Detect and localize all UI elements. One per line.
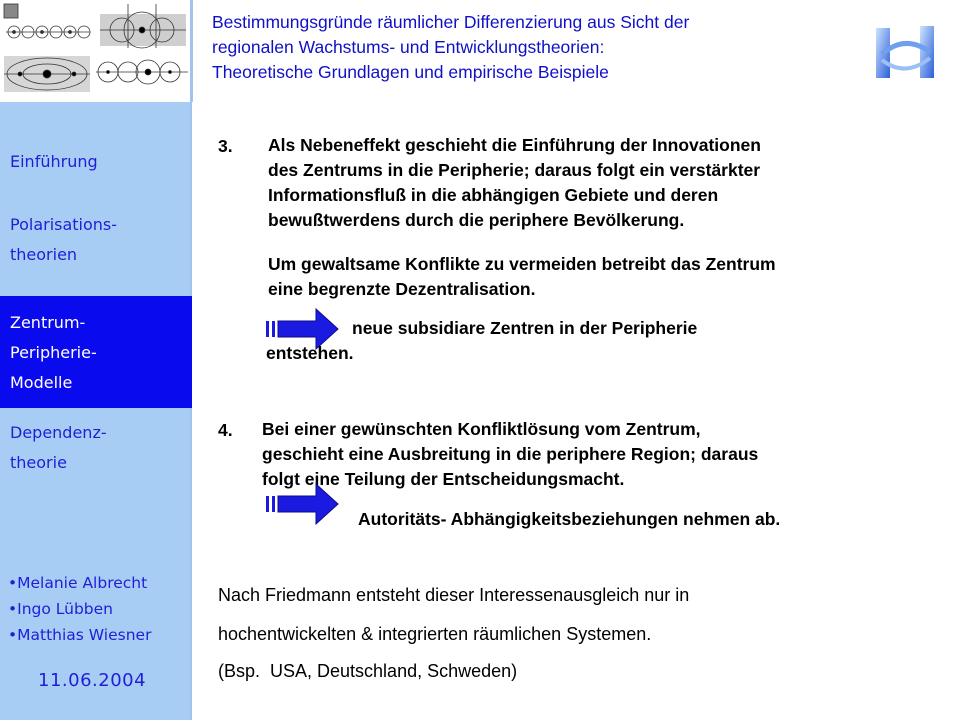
author-name: •Matthias Wiesner xyxy=(8,626,152,644)
sidebar-edge xyxy=(190,102,192,720)
text-line: Informationsfluß in die abhängigen Gebiete und deren xyxy=(268,185,719,205)
sidebar-item-label: Modelle xyxy=(10,373,73,392)
author-name: •Melanie Albrecht xyxy=(8,574,148,592)
closing-line-3: (Bsp. USA, Deutschland, Schweden) xyxy=(218,661,518,681)
text-line: bewußtwerdens durch die periphere Bevölkerung. xyxy=(268,210,685,230)
sidebar-item-zentrum-peripherie-modelle[interactable] xyxy=(0,296,192,408)
text-line: eine begrenzte Dezentralisation. xyxy=(268,279,536,299)
author-list xyxy=(8,570,151,648)
sidebar-item-polarisationstheorien[interactable] xyxy=(0,210,192,270)
paragraph-3 xyxy=(268,133,761,233)
header-divider xyxy=(190,0,193,102)
item-number-3: 3. xyxy=(218,136,233,156)
sidebar-item-label: Einführung xyxy=(10,152,98,171)
title-line: regionalen Wachstums- und Entwicklungstheorien: xyxy=(212,37,605,57)
sidebar-item-label: Dependenz- xyxy=(10,423,107,442)
arrow-text-1 xyxy=(266,316,697,366)
sidebar-item-dependenztheorie[interactable] xyxy=(0,418,192,478)
sidebar-item-einfuehrung[interactable] xyxy=(0,147,192,177)
model-sketches-icon xyxy=(0,0,192,102)
paragraph-4 xyxy=(262,417,758,492)
university-logo-icon xyxy=(872,24,938,80)
sidebar-item-label: theorien xyxy=(10,245,78,264)
item-number-4: 4. xyxy=(218,420,233,440)
text-line: geschieht eine Ausbreitung in die periphere Region; daraus xyxy=(262,444,759,464)
closing-line-2: hochentwickelten & integrierten räumlichen Systemen. xyxy=(218,624,652,644)
arrow-text-2: Autoritäts- Abhängigkeitsbeziehungen nehmen ab. xyxy=(358,509,781,529)
text-line: folgt eine Teilung der Entscheidungsmacht. xyxy=(262,469,625,489)
sidebar-item-label: Zentrum- xyxy=(10,313,86,332)
title-line: Theoretische Grundlagen und empirische Beispiele xyxy=(212,62,609,82)
presentation-date: 11.06.2004 xyxy=(38,670,147,691)
right-arrow-icon xyxy=(266,482,340,526)
sidebar-item-label: theorie xyxy=(10,453,67,472)
paragraph-3b xyxy=(268,252,776,302)
text-line: Als Nebeneffekt geschieht die Einführung der Innovationen xyxy=(268,135,761,155)
text-line: Bei einer gewünschten Konfliktlösung vom Zentrum, xyxy=(262,419,701,439)
title-line: Bestimmungsgründe räumlicher Differenzierung aus Sicht der xyxy=(212,12,690,32)
author-name: •Ingo Lübben xyxy=(8,600,114,618)
text-line: entstehen. xyxy=(266,343,354,363)
diagram-thumbnail xyxy=(0,0,192,102)
text-line: neue subsidiare Zentren in der Peripherie xyxy=(352,318,698,338)
text-line: des Zentrums in die Peripherie; daraus folgt ein verstärkter xyxy=(268,160,761,180)
sidebar-item-label: Peripherie- xyxy=(10,343,97,362)
sidebar-item-label: Polarisations- xyxy=(10,215,118,234)
text-line: Um gewaltsame Konflikte zu vermeiden betreibt das Zentrum xyxy=(268,254,776,274)
page-title xyxy=(212,10,852,85)
closing-line-1: Nach Friedmann entsteht dieser Interessenausgleich nur in xyxy=(218,585,690,605)
